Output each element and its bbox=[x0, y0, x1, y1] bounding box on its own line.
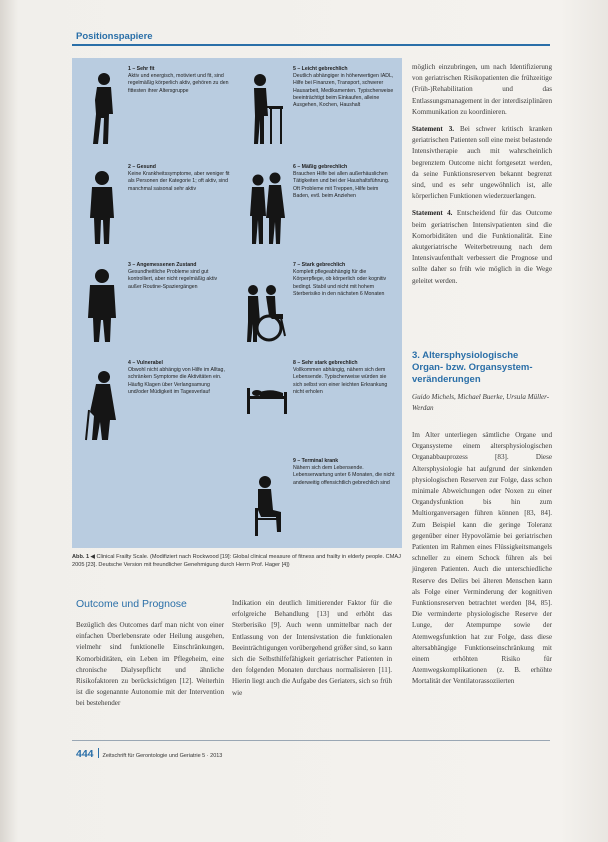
assisted-walking-icon bbox=[245, 168, 289, 248]
statement-4 bbox=[412, 208, 552, 286]
cane-person-icon bbox=[80, 364, 124, 444]
frailty-cell-7 bbox=[237, 254, 402, 352]
page-number: 444 bbox=[76, 748, 94, 760]
footer-divider bbox=[98, 748, 99, 758]
frailty-cell-5 bbox=[237, 58, 402, 156]
caption-label: Abb. 1 ◀ bbox=[72, 554, 95, 560]
frailty-cell-title: 5 – Leicht gebrechlich bbox=[293, 66, 348, 72]
outcome-mid-text: Indikation ein deutlich limitierender Faktor für die erfolgreiche Behandlung [13] und erhöht das Sterberisiko [9]. Auch wenn unmittelbar nach der Entlassung von der Intensivstation die funktionalen Beeinträchtigungen vorübergehend größer sind, so kann sich die Selbsthilfefähigkeit geriatrischer Patienten in den folgenden Monaten durchaus normalisieren [11]. Hierin liegt auch die Aufgabe des Geriaters, sich so früh wie bbox=[232, 599, 392, 697]
caption-text: Clinical Frailty Scale. (Modifiziert nach Rockwood [19]: Global clinical measure of fitness and frailty in elderly people. CMAJ 2005 [23]. Deutsche Version mit freundlicher Genehmigung durch Herrn Prof. Hager [4]) bbox=[72, 554, 401, 568]
statement-3-text: Bei schwer kritisch kranken geriatrischen Patienten soll eine meist belastende Intensivtherapie auch mit wahrscheinlich begrenztem Outcome nicht fortgesetzt werden, da seine Funktionsreserven bekannt begrenzt sind, und es sehr ungewöhnlich ist, alle körperlichen Funktionen wiederzuerlangen. bbox=[412, 125, 553, 201]
section-authors: Guido Michels, Michael Buerke, Ursula Müller-Werdan bbox=[412, 393, 550, 413]
frailty-cell-1 bbox=[72, 58, 237, 156]
frailty-cell-6 bbox=[237, 156, 402, 254]
footer-rule bbox=[72, 740, 550, 741]
frailty-cell-text: Komplett pflegeabhängig für die Körperpflege, ob körperlich oder kognitiv bedingt. Stabil und nicht mit hohem Sterberisiko in den nächsten 6 Monaten bbox=[293, 269, 387, 297]
right-column-bottom bbox=[412, 430, 552, 694]
frailty-cell-title: 7 – Stark gebrechlich bbox=[293, 262, 346, 268]
outcome-left-text: Bezüglich des Outcomes darf man nicht von einer einfachen Überlebensrate oder Heilung ausgehen, vielmehr sind funktionelle Einschränkungen, Komorbiditäten, ein Leben im Pflegeheim, eine chronische Dialysepflicht und ähnliche Risikofaktoren zu berücksichtigen [12]. Weiterhin ist die sogenannte Autonomie mit der Intervention bei bestehender bbox=[76, 621, 224, 708]
statement-4-label: Statement 4. bbox=[412, 209, 453, 218]
statement-3 bbox=[412, 124, 552, 202]
frailty-cell-3 bbox=[72, 254, 237, 352]
frailty-cell-title: 9 – Terminal krank bbox=[293, 458, 339, 464]
frailty-cell-text: Gesundheitliche Probleme sind gut kontrolliert, aber nicht regelmäßig aktiv außer Routine-Spaziergängen bbox=[128, 269, 218, 290]
outcome-mid-column bbox=[232, 598, 392, 705]
seated-person-icon bbox=[245, 462, 289, 542]
frailty-cell-8 bbox=[237, 352, 402, 450]
section-3-body: Im Alter unterliegen sämtliche Organe und Organsysteme einem altersphysiologischen Organabbauprozess [83]. Diese Altersphysiologie hat aufgrund der sinkenden physiologischen Reserven zur Folge, dass schon minimale Abweichungen oder Noxen zu einer Organdysfunktion bis hin zum Multiorganversagen führen können [83, 84]. Zum Beispiel kann die geringe Toleranz gegenüber einer Hypovolämie bei geriatrischen Patienten im Rahmen eines Flüssigkeitsmangels schneller zu einem Schock führen als bei jüngeren Patienten. Auch die unterschiedliche Reserve des Delirs bei älteren Menschen kann als Folge einer Verminderung der kognitiven Funktionsreserven betrachtet werden [84, 85]. Die verminderte physiologische Reserve der Lunge, der Atempumpe sowie der Atemwegsfunktion hat zur Folge, dass diese altersabhängige Funktionseinschränkung mit einem erhöhten Risiko für Atemwegskomplikationen (z. B. erhöhte Mortalität der Ventilatorassoziierten bbox=[412, 431, 552, 686]
frailty-cell-4 bbox=[72, 352, 237, 450]
frailty-scale-figure bbox=[72, 58, 402, 548]
frailty-cell-text: Keine Krankheitssymptome, aber weniger fit als Personen der Kategorie 1; oft aktiv, sind manchmal saisonal sehr aktiv bbox=[128, 171, 230, 192]
statement-4-text: Entscheidend für das Outcome beim geriatrischen Intensivpatienten sind die Komorbiditäten und die Funktionalität. Eine akutgeriatrische Weiterbetreuung nach dem Intensivaufenthalt verbessert die Prognose und sollte daher so früh wie möglich in die Wege geleitet werden. bbox=[412, 209, 552, 285]
frailty-cell-text: Obwohl nicht abhängig von Hilfe im Alltag, schränken Symptome die Aktivitäten ein. Häufig Klagen über Verlangsamung und/oder Müdigkeit im Tagesverlauf bbox=[128, 367, 225, 395]
standing-person-icon bbox=[80, 168, 124, 248]
section-3-heading: 3. Altersphysiologische Organ- bzw. Organsystem-veränderungen bbox=[412, 350, 533, 385]
page-footer bbox=[76, 744, 222, 762]
frailty-cell-title: 1 – Sehr fit bbox=[128, 66, 155, 72]
frailty-cell-title: 4 – Vulnerabel bbox=[128, 360, 163, 366]
frailty-cell-text: Aktiv und energisch, motiviert und fit, sind regelmäßig körperlich aktiv, gehören zu den fittesten ihrer Altersgruppe bbox=[128, 73, 229, 94]
outcome-heading: Outcome und Prognose bbox=[76, 598, 187, 610]
frailty-cell-text: Brauchen Hilfe bei allen außerhäuslichen Tätigkeiten und bei der Haushaltsführung. Oft Probleme mit Treppen, Hilfe beim Baden, evtl. beim Anziehen bbox=[293, 171, 390, 199]
journal-name: Zeitschrift für Gerontologie und Geriatrie 5 · 2013 bbox=[102, 753, 223, 759]
frailty-cell-title: 2 – Gesund bbox=[128, 164, 156, 170]
frailty-cell-9 bbox=[237, 450, 402, 548]
walking-person-icon bbox=[80, 70, 124, 150]
right-paragraph-1: möglich einzubringen, um nach Identifizierung von geriatrischen Risikopatienten die frühzeitige (Früh-)Rehabilitation und das Entlassungsmanagement in der interdisziplinären Kommunikation zu koordinieren. bbox=[412, 63, 552, 116]
statement-3-label: Statement 3. bbox=[412, 125, 455, 134]
walker-person-icon bbox=[245, 70, 289, 150]
frailty-cell-title: 3 – Angemessenen Zustand bbox=[128, 262, 197, 268]
right-column-top bbox=[412, 62, 552, 293]
frailty-cell-title: 6 – Mäßig gebrechlich bbox=[293, 164, 348, 170]
frailty-cell-title: 8 – Sehr stark gebrechlich bbox=[293, 360, 358, 366]
wheelchair-icon bbox=[245, 266, 289, 346]
frailty-cell-2 bbox=[72, 156, 237, 254]
header-rule bbox=[72, 44, 550, 46]
frailty-cell-text: Deutlich abhängiger in höherwertigen IADL, Hilfe bei Finanzen, Transport, schwerer Hausarbeit, Medikamenten. Typischerweise beeinträchtigt beim Einkaufen, alleine Ausgehen, Kochen, Haushalt bbox=[293, 73, 394, 109]
frailty-cell-text: Nähern sich dem Lebensende. Lebenserwartung unter 6 Monaten, die nicht anderweitig offensichtlich gebrechlich sind bbox=[293, 465, 395, 486]
bed-icon bbox=[245, 364, 289, 444]
section-header: Positionspapiere bbox=[76, 31, 153, 42]
frailty-cell-text: Vollkommen abhängig, nähern sich dem Lebensende. Typischerweise würden sie sich selbst von einer leichten Erkrankung nicht erholen bbox=[293, 367, 388, 395]
standing-person-icon bbox=[80, 266, 124, 346]
figure-caption bbox=[72, 553, 402, 569]
outcome-left-column bbox=[76, 620, 224, 716]
